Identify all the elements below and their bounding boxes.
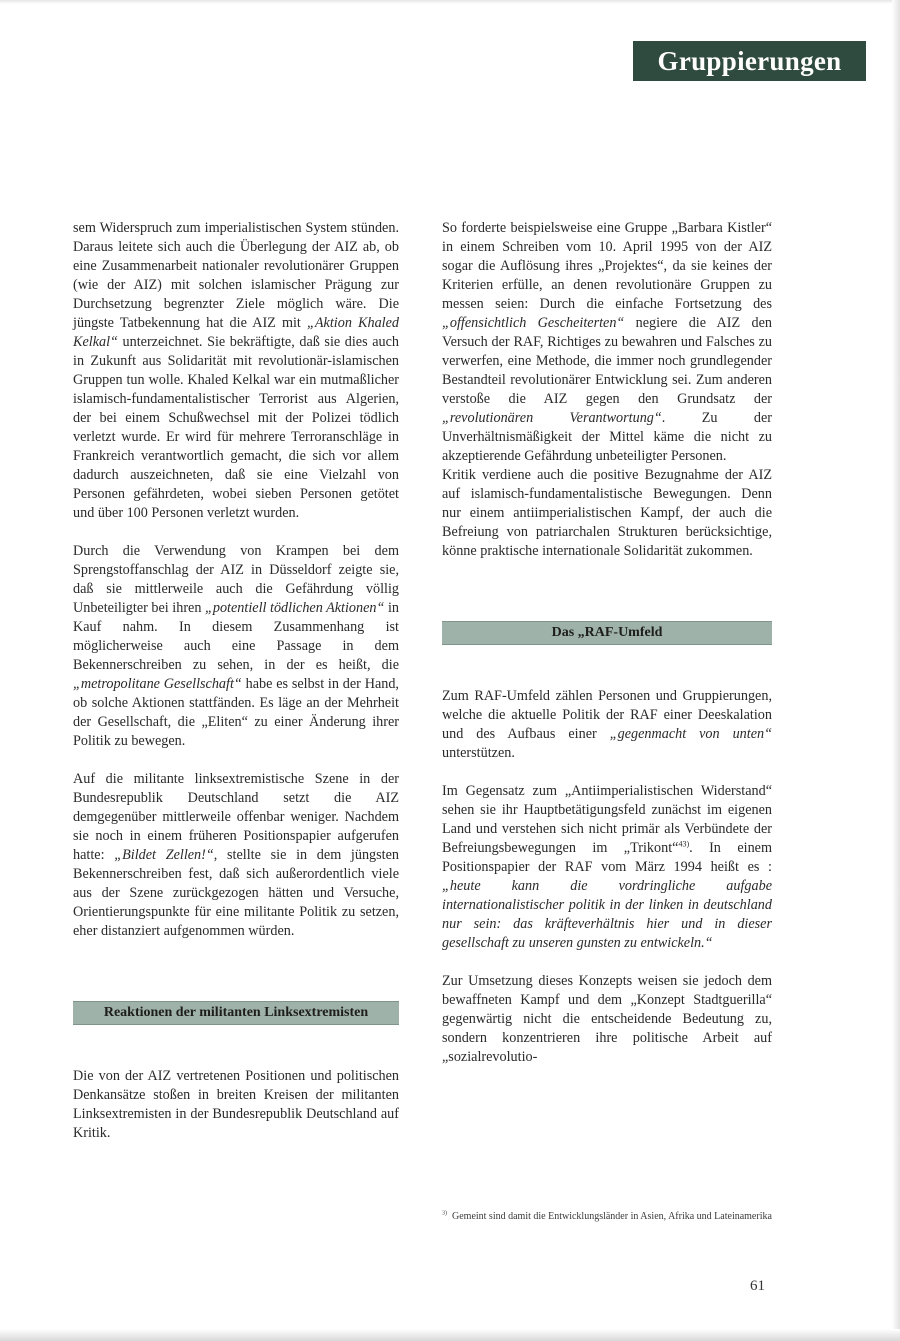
- section-title-tab: Gruppierungen: [633, 41, 866, 81]
- section-heading-raf-umfeld: Das „RAF-Umfeld: [442, 621, 772, 645]
- left-paragraph-2: Durch die Verwendung von Krampen bei dem Sprengstoffanschlag der AIZ in Düsseldorf zeigte sie, daß sie mittlerweile auch die Gefährdung völlig Unbeteiligter bei ihren „potentiell tödlichen Aktionen“ in Kauf nahm. In diesem Zusammenhang ist möglicherweise auch eine Passage in dem Bekennerschreiben zu sehen, in der es heißt, die „metropolitane Gesellschaft“ habe es selbst in der Hand, ob solche Aktionen stattfänden. Es läge an der Mehrheit der Gesellschaft, die „Eliten“ zu einer Änderung ihrer Politik zu bewegen.: [73, 543, 399, 749]
- right-column: [442, 219, 772, 1067]
- footnote-text: Gemeint sind damit die Entwicklungsländer in Asien, Afrika und Lateinamerika: [452, 1211, 772, 1222]
- right-paragraph-1: So forderte beispielsweise eine Gruppe „Barbara Kistler“ in einem Schreiben vom 10. April 1995 von der AIZ sogar die Auflösung ihres „Projektes“, da sie keines der Kriterien erfülle, an denen revolutionäre Gruppen zu messen seien: Durch die einfache Fortsetzung des „offensichtlich Gescheiterten“ negiere die AIZ den Versuch der RAF, Richtiges zu bewahren und Falsches zu verwerfen, eine Methode, die immer noch grundlegender Bestandteil revolutionärer Entwicklung sei. Zum anderen verstoße die AIZ gegen den Grundsatz der „revolutionären Verantwortung“. Zu der Unverhältnismäßigkeit der Mittel käme die nicht zu akzeptierende Gefährdung unbeteiligter Personen.: [442, 220, 772, 464]
- right-paragraph-4: Im Gegensatz zum „Antiimperialistischen Widerstand“ sehen sie ihr Hauptbetätigungsfeld zunächst im eigenen Land und verstehen sich nicht primär als Verbündete der Befreiungsbewegungen im „Trikont“$^{43)}$. In einem Positionspapier der RAF vom März 1994 heißt es : „heute kann die vordringliche aufgabe internationalistischer politik in der linken in deutschland nur sein: das kräfteverhältnis hier und in dieser gesellschaft zu unseren gunsten zu entwickeln.“: [442, 783, 772, 951]
- right-paragraph-3: Zum RAF-Umfeld zählen Personen und Gruppierungen, welche die aktuelle Politik der RAF einer Deeskalation und des Aufbaus einer „gegenmacht von unten“ unterstützen.: [442, 688, 772, 761]
- section-heading-reaktionen: Reaktionen der militanten Linksextremisten: [73, 1001, 399, 1025]
- left-paragraph-1: sem Widerspruch zum imperialistischen System stünden. Daraus leitete sich auch die Überlegung der AIZ ab, ob eine Zusammenarbeit nationaler revolutionärer Gruppen (wie der AIZ) mit solchen islamischer Prägung zur Durchsetzung begrenzter Ziele möglich wäre. Die jüngste Tatbekennung hat die AIZ mit „Aktion Khaled Kelkal“ unterzeichnet. Sie bekräftigte, daß sie dies auch in Zukunft aus Solidarität mit revolutionär-islamischen Gruppen tun wolle. Khaled Kelkal war ein mutmaßlicher islamisch-fundamentalistischer Terrorist aus Algerien, der bei einem Schußwechsel mit der Polizei tödlich verletzt wurde. Er wird für mehrere Terroranschläge in Frankreich verantwortlich gemacht, die sich vor allem dadurch auszeichneten, daß sie eine Vielzahl von Personen gefährdeten, wobei sieben Personen getötet und über 100 Personen verletzt wurden.: [73, 220, 399, 521]
- left-column: [73, 219, 399, 1143]
- right-paragraph-2: Kritik verdiene auch die positive Bezugnahme der AIZ auf islamisch-fundamentalistische Bewegungen. Denn nur einem antiimperialistischen Kampf, der auch die Befreiung von patriarchalen Strukturen berücksichtige, könne praktische internationale Solidarität zukommen.: [442, 467, 772, 559]
- page-edge-bottom: [0, 1329, 900, 1341]
- left-paragraph-3: Auf die militante linksextremistische Szene in der Bundesrepublik Deutschland setzt die AIZ demgegenüber mittlerweile offenbar weniger. Nachdem sie noch in einem früheren Positionspapier aufgerufen hatte: „Bildet Zellen!“, stellte sie in dem jüngsten Bekennerschreiben fest, daß sich außerordentlich viele aus der Szene zurückgezogen hätten und Versuche, Orientierungspunkte für eine militante Politik zu setzen, eher distanziert aufgenommen würden.: [73, 771, 400, 939]
- right-paragraph-5: Zur Umsetzung dieses Konzepts weisen sie jedoch dem bewaffneten Kampf und dem „Konzept Stadtguerilla“ gegenwärtig nicht die entscheidende Bedeutung zu, sondern konzentrieren ihre politische Arbeit auf „sozialrevolutio-: [442, 973, 772, 1065]
- page-edge-top: [0, 0, 900, 4]
- page-edge-right: [892, 0, 900, 1341]
- footnote: [442, 1210, 772, 1223]
- page-number: 61: [750, 1278, 765, 1294]
- footnote-marker: 3): [442, 1210, 447, 1217]
- left-paragraph-4: Die von der AIZ vertretenen Positionen und politischen Denkansätze stoßen in breiten Kreisen der militanten Linksextremisten in der Bundesrepublik Deutschland auf Kritik.: [73, 1068, 399, 1141]
